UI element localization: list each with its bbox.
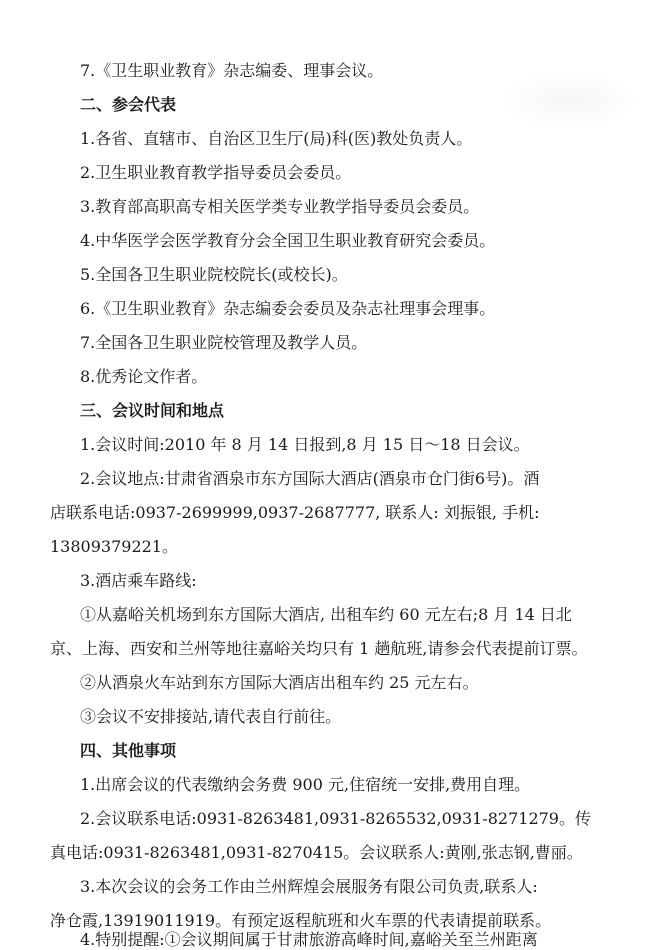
section-heading: 三、会议时间和地点 <box>80 401 225 420</box>
text-line: 7.《卫生职业教育》杂志编委、理事会议。 <box>80 61 384 80</box>
text-line: 3.教育部高职高专相关医学类专业教学指导委员会委员。 <box>80 197 480 216</box>
text-line: 店联系电话:0937-2699999,0937-2687777, 联系人: 刘振银, 手机: <box>50 503 540 522</box>
text-line: 6.《卫生职业教育》杂志编委会委员及杂志社理事会理事。 <box>80 299 496 318</box>
text-line: 真电话:0931-8263481,0931-8270415。会议联系人:黄刚,张志钢,曹丽。 <box>50 843 583 862</box>
text-line: ②从酒泉火车站到东方国际大酒店出租车约 25 元左右。 <box>80 673 479 692</box>
text-line: 京、上海、西安和兰州等地往嘉峪关均只有 1 趟航班,请参会代表提前订票。 <box>50 639 588 658</box>
text-line: 1.出席会议的代表缴纳会务费 900 元,住宿统一安排,费用自理。 <box>80 775 531 794</box>
text-line: 净仓霞,13919011919。有预定返程航班和火车票的代表请提前联系。 <box>50 911 552 930</box>
text-line: 7.全国各卫生职业院校管理及教学人员。 <box>80 333 368 352</box>
text-line: 1.会议时间:2010 年 8 月 14 日报到,8 月 15 日～18 日会议。 <box>80 435 530 454</box>
section-heading: 四、其他事项 <box>80 741 177 760</box>
text-line: 4.中华医学会医学教育分会全国卫生职业教育研究会委员。 <box>80 231 496 250</box>
text-line: 8.优秀论文作者。 <box>80 367 208 386</box>
text-line: ①从嘉峪关机场到东方国际大酒店, 出租车约 60 元左右;8 月 14 日北 <box>80 605 572 624</box>
text-line: 3.酒店乘车路线: <box>80 571 197 590</box>
text-line: 1.各省、直辖市、自治区卫生厅(局)科(医)教处负责人。 <box>80 129 473 148</box>
text-line: 2.会议地点:甘肃省酒泉市东方国际大酒店(酒泉市仓门街6号)。酒 <box>80 469 540 488</box>
text-line: 4.特别提醒:①会议期间属于甘肃旅游高峰时间,嘉峪关至兰州距离 <box>80 930 538 949</box>
text-line: 13809379221。 <box>50 537 178 556</box>
text-line: 2.卫生职业教育教学指导委员会委员。 <box>80 163 352 182</box>
text-line: 3.本次会议的会务工作由兰州辉煌会展服务有限公司负责,联系人: <box>80 877 538 896</box>
text-line: ③会议不安排接站,请代表自行前往。 <box>80 707 342 726</box>
text-line: 5.全国各卫生职业院校院长(或校长)。 <box>80 265 348 284</box>
scan-shadow <box>500 70 640 130</box>
section-heading: 二、参会代表 <box>80 95 177 114</box>
text-line: 2.会议联系电话:0931-8263481,0931-8265532,0931-8271279。传 <box>80 809 591 828</box>
